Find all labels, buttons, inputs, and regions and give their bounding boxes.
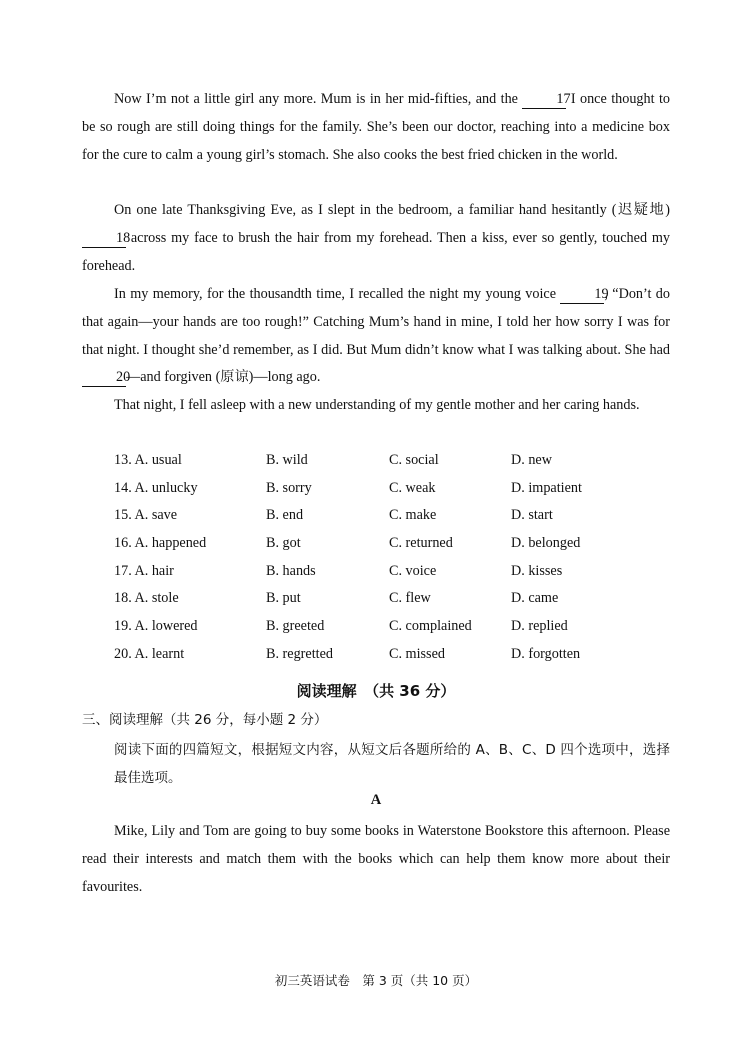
passage-paragraph-1 xyxy=(82,86,670,169)
passage-paragraph-2 xyxy=(82,197,670,280)
option-b: B. wild xyxy=(266,452,308,468)
option-row xyxy=(114,641,674,669)
option-row xyxy=(114,502,674,530)
option-a: 19. A. lowered xyxy=(114,618,198,635)
option-d: D. belonged xyxy=(511,535,581,552)
option-a: 15. A. save xyxy=(114,507,178,524)
p3-text-before: In my memory, for the thousandth time, I recalled the night my young voice xyxy=(114,286,556,302)
option-d: D. start xyxy=(511,507,553,524)
option-d: D. replied xyxy=(511,618,568,635)
option-a: 18. A. stole xyxy=(114,590,179,607)
passage-paragraph-4: That night, I fell asleep with a new understanding of my gentle mother and her caring hands. xyxy=(114,397,640,413)
passage-a-intro: Mike, Lily and Tom are going to buy some books in Waterstone Bookstore this afternoon. Please read their interests and match them with the books which can help them know more about their favourites. xyxy=(82,823,670,895)
section-instruction: 阅读下面的四篇短文，根据短文内容，从短文后各题所给的 A、B、C、D 四个选项中，选择最佳选项。 xyxy=(114,742,670,786)
option-b: B. regretted xyxy=(266,645,333,662)
option-c: C. voice xyxy=(389,562,437,579)
option-c: C. social xyxy=(389,452,439,468)
option-c: C. missed xyxy=(389,645,445,662)
passage-paragraph-3 xyxy=(82,281,670,392)
option-a: 20. A. learnt xyxy=(114,645,185,662)
blank-20: 20 xyxy=(82,368,126,387)
page-footer: 初三英语试卷 第 3 页（共 10 页） xyxy=(274,973,478,988)
p1-text-before: Now I’m not a little girl any more. Mum is in her mid-fifties, and the xyxy=(114,91,518,107)
option-row xyxy=(114,585,674,613)
answer-options xyxy=(114,447,674,669)
p2-text-before: On one late Thanksgiving Eve, as I slept in the bedroom, a familiar hand hesitantly (迟疑地) xyxy=(114,202,670,218)
blank-19: 19 xyxy=(560,285,604,304)
option-c: C. weak xyxy=(389,479,436,496)
option-b: B. got xyxy=(266,535,301,552)
blank-17: 17 xyxy=(522,90,566,109)
option-d: D. came xyxy=(511,590,559,607)
option-d: D. forgotten xyxy=(511,645,581,662)
option-a: 16. A. happened xyxy=(114,535,207,552)
option-a: 14. A. unlucky xyxy=(114,479,198,496)
p2-text-after: across my face to brush the hair from my forehead. Then a kiss, ever so gently, touched my forehead. xyxy=(82,229,671,274)
option-c: C. complained xyxy=(389,618,472,635)
option-b: B. sorry xyxy=(266,479,312,496)
option-row xyxy=(114,447,674,475)
option-b: B. greeted xyxy=(266,618,325,635)
p3-text-after: —and forgiven (原谅)—long ago. xyxy=(126,369,321,386)
option-row xyxy=(114,558,674,586)
option-d: D. new xyxy=(511,452,552,468)
option-row xyxy=(114,613,674,641)
p1-text-after: I once thought to be so rough are still doing things for the family. She’s been our doctor, reaching into a medicine box for the cure to calm a young girl’s stomach. She also cooks the best fried chicken in the world. xyxy=(82,91,671,163)
option-row xyxy=(114,475,674,503)
option-c: C. make xyxy=(389,507,437,524)
option-b: B. hands xyxy=(266,562,316,579)
option-b: B. end xyxy=(266,507,304,524)
option-c: C. flew xyxy=(389,590,431,607)
option-a: 17. A. hair xyxy=(114,562,174,579)
section-heading: 三、阅读理解（共 26 分，每小题 2 分） xyxy=(82,712,328,728)
option-d: D. kisses xyxy=(511,562,563,579)
p3-text-middle: , “Don’t do that again—your hands are too rough!” Catching Mum’s hand in mine, I told her how sorry I was for that night. I thought she’d remember, as I did. But Mum didn’t know what I was talking about. She had xyxy=(82,286,670,358)
passage-letter: A xyxy=(370,792,382,808)
option-a: 13. A. usual xyxy=(114,452,182,468)
section-title: 阅读理解 （共 36 分） xyxy=(296,682,456,700)
option-b: B. put xyxy=(266,590,301,607)
blank-18: 18 xyxy=(82,229,126,248)
option-c: C. returned xyxy=(389,535,453,552)
option-row xyxy=(114,530,674,558)
option-d: D. impatient xyxy=(511,479,582,496)
